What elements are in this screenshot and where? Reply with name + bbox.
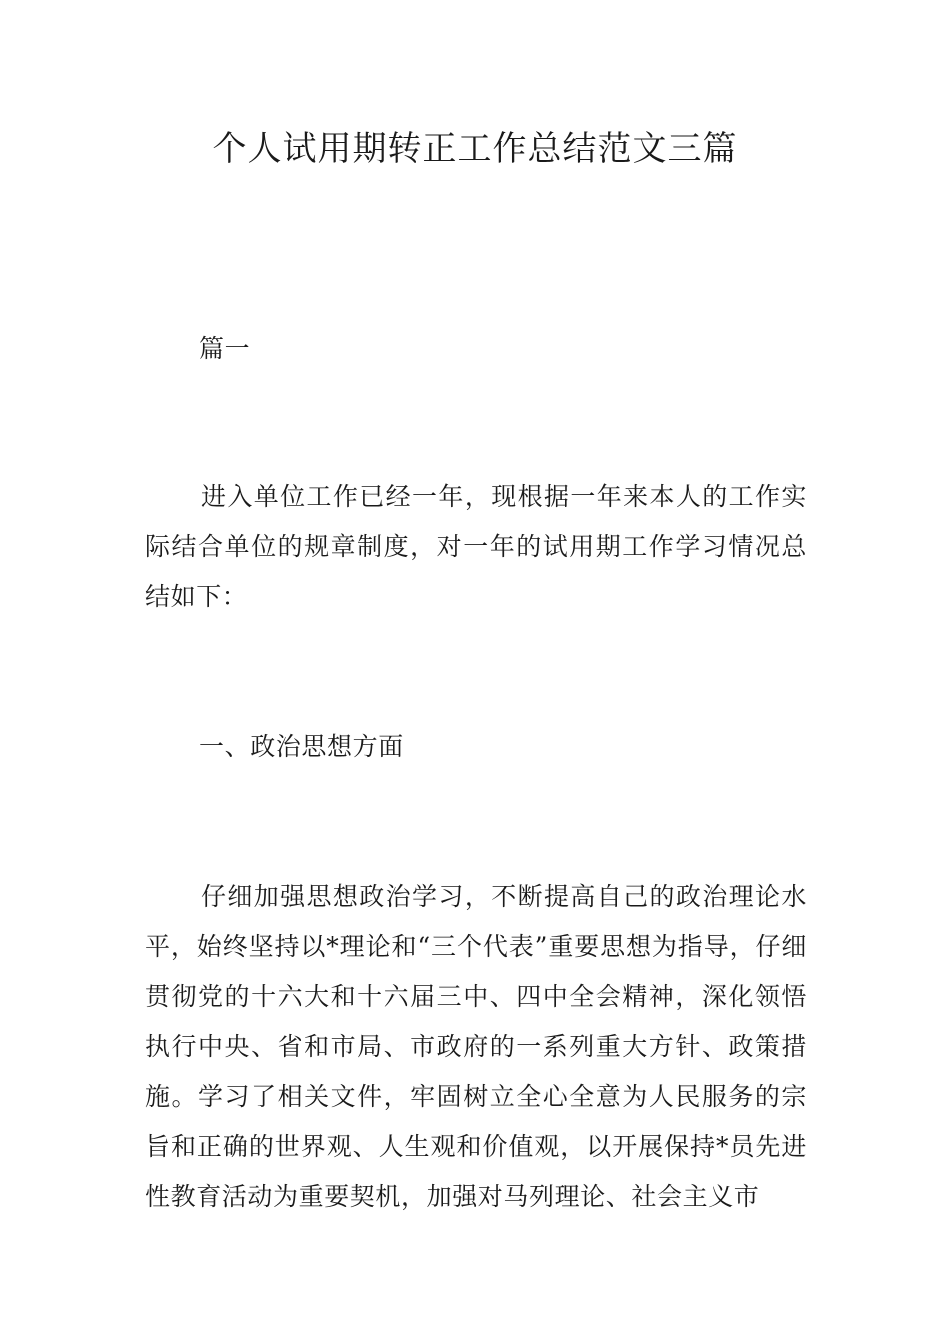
section-heading: 一、政治思想方面 — [199, 732, 404, 761]
section-label: 篇一 — [199, 334, 251, 363]
politics-paragraph: 仔细加强思想政治学习，不断提高自己的政治理论水平，始终坚持以*理论和“三个代表”重要思想为指导，仔细贯彻党的十六大和十六届三中、四中全会精神，深化领悟执行中央、省和市局、市政府的一系列重大方针、政策措施。学习了相关文件，牢固树立全心全意为人民服务的宗旨和正确的世界观、人生观和价值观，以开展保持*员先进性教育活动为重要契机，加强对马列理论、社会主义市 — [145, 882, 807, 1211]
intro-paragraph: 进入单位工作已经一年，现根据一年来本人的工作实际结合单位的规章制度，对一年的试用期工作学习情况总结如下： — [145, 482, 807, 611]
document-title: 个人试用期转正工作总结范文三篇 — [212, 129, 738, 169]
